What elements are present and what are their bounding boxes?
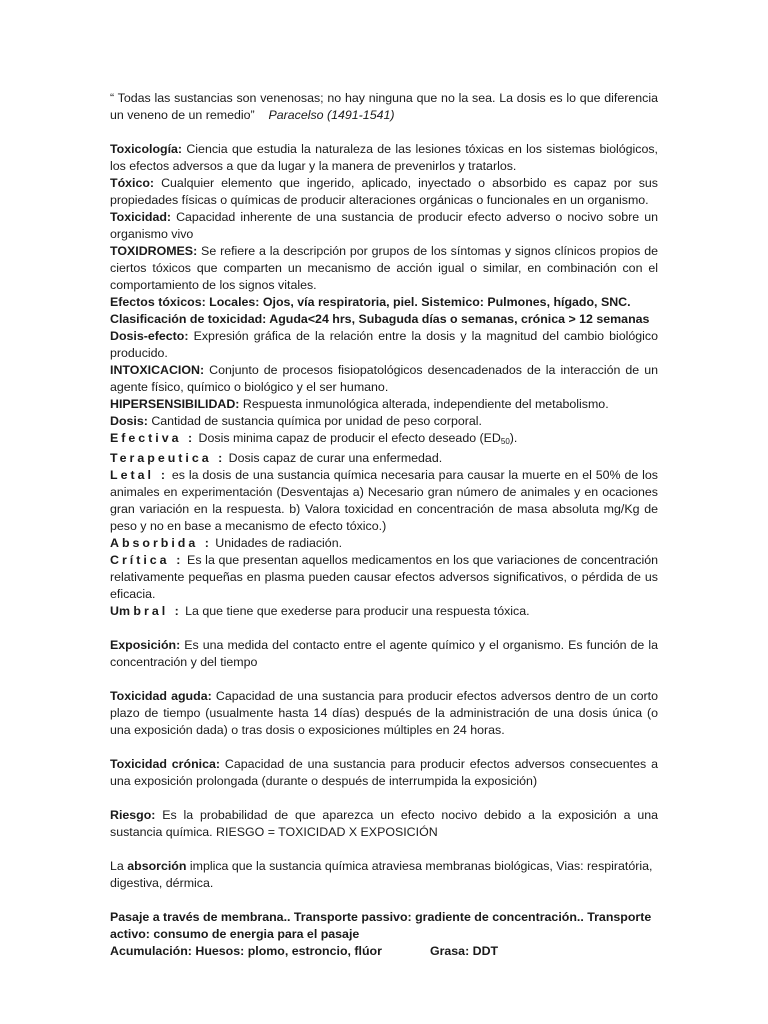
section-absorcion: La absorción implica que la sustancia química atraviesa membranas biológicas, Vias: respiratória, digestiva, dérmica. bbox=[110, 859, 653, 890]
def-dosis: Dosis: Cantidad de sustancia química por unidad de peso corporal. bbox=[110, 414, 482, 428]
section-exposicion: Exposición: Es una medida del contacto entre el agente químico y el organismo. Es función de la concentración y del tiempo bbox=[110, 638, 658, 669]
dose-critica: Crítica : Es la que presentan aquellos medicamentos en los que variaciones de concentración relativamente pequeñas en plasma pueden causar efectos adversos significativos, o pérdida de us eficacia. bbox=[110, 553, 658, 601]
def-efectos-toxicos: Efectos tóxicos: Locales: Ojos, vía respiratoria, piel. Sistemico: Pulmones, hígado, SNC. bbox=[110, 295, 631, 309]
dose-efectiva: Efectiva : Dosis minima capaz de producir el efecto deseado $(ED_{50})$. bbox=[110, 431, 518, 446]
quote-text: “ Todas las sustancias son venenosas; no hay ninguna que no la sea. La dosis es lo que diferencia un veneno de un remedio” bbox=[110, 91, 658, 122]
def-intoxicacion: INTOXICACION: Conjunto de procesos fisiopatológicos desencadenados de la interacción de un agente físico, químico o biológico y el ser humano. bbox=[110, 363, 658, 394]
epigraph bbox=[110, 90, 658, 124]
dose-umbral: Um bral : La que tiene que exederse para producir una respuesta tóxica. bbox=[110, 604, 530, 618]
dose-terapeutica: Terapeutica : Dosis capaz de curar una enfermedad. bbox=[110, 451, 443, 465]
section-riesgo: Riesgo: Es la probabilidad de que aparezca un efecto nocivo debido a la exposición a una sustancia química. RIESGO = TOXICIDAD X EXPOSICIÓN bbox=[110, 808, 658, 839]
section-toxicidad-cronica: Toxicidad crónica: Capacidad de una sustancia para producir efectos adversos consecuentes a una exposición prolongada (durante o después de interrumpida la exposición) bbox=[110, 757, 658, 788]
dose-absorbida: Absorbida : Unidades de radiación. bbox=[110, 536, 343, 550]
document-page bbox=[110, 90, 658, 960]
def-dosis-efecto: Dosis-efecto: Expresión gráfica de la relación entre la dosis y la magnitud del cambio biológico producido. bbox=[110, 329, 658, 360]
final-pasaje: Pasaje a través de membrana.. Transporte passivo: gradiente de concentración.. Transporte activo: consumo de energia para el pasaje bbox=[110, 910, 652, 941]
section-toxicidad-aguda: Toxicidad aguda: Capacidad de una sustancia para producir efectos adversos dentro de un corto plazo de tiempo (usualmente hasta 14 días) después de la administración de una dosis única (o una exposición dada) o tras dosis o exposiciones múltiples en 24 horas. bbox=[110, 689, 658, 737]
def-toxico: Tóxico: Cualquier elemento que ingerido, aplicado, inyectado o absorbido es capaz por sus propiedades físicas o químicas de producir alteraciones orgánicas o funcionales en un organismo. bbox=[110, 176, 658, 207]
dose-letal: Letal : es la dosis de una sustancia química necesaria para causar la muerte en el 50% de los animales en experimentación (Desventajas a) Necesario gran número de animales y en ocaciones gran variación en la respuesta. b) Valora toxicidad en concentración de masa absoluta mg/Kg de peso y no en base a mecanismo de efecto tóxico.) bbox=[110, 468, 658, 533]
final-acumulacion: Acumulación: Huesos: plomo, estroncio, flúor Grasa: DDT bbox=[110, 944, 499, 958]
quote-author: Paracelso (1491-1541) bbox=[268, 108, 395, 122]
def-hipersensibilidad: HIPERSENSIBILIDAD: Respuesta inmunológica alterada, independiente del metabolismo. bbox=[110, 397, 609, 411]
def-clasificacion: Clasificación de toxicidad: Aguda<24 hrs, Subaguda días o semanas, crónica > 12 semanas bbox=[110, 312, 650, 326]
definitions-block bbox=[110, 141, 658, 620]
def-toxidromes: TOXIDROMES: Se refiere a la descripción por grupos de los síntomas y signos clínicos propios de ciertos tóxicos que comparten un mecanismo de acción igual o similar, en combinación con el comportamiento de los signos vitales. bbox=[110, 244, 658, 292]
def-toxicidad: Toxicidad: Capacidad inherente de una sustancia de producir efecto adverso o nocivo sobre un organismo vivo bbox=[110, 210, 658, 241]
def-toxicologia: Toxicología: Ciencia que estudia la naturaleza de las lesiones tóxicas en los sistemas biológicos, los efectos adversos a que da lugar y la manera de prevenirlos y tratarlos. bbox=[110, 142, 658, 173]
